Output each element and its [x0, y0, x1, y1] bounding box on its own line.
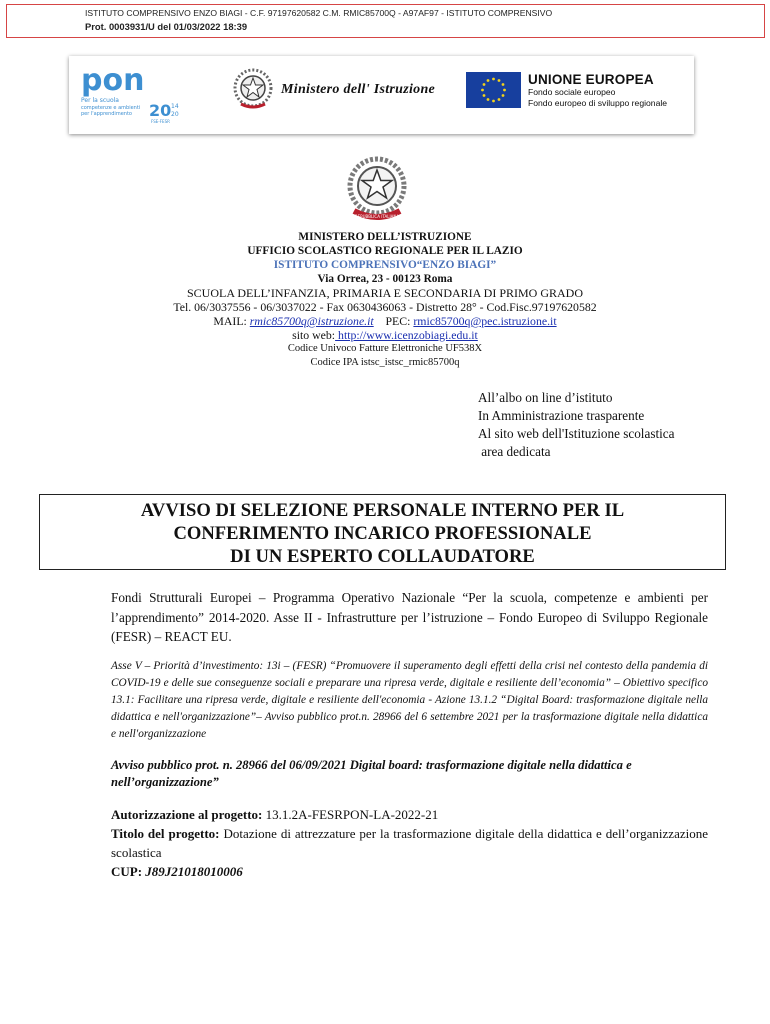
italian-republic-emblem-icon — [342, 153, 412, 225]
protocol-line-2: Prot. 0003931/U del 01/03/2022 18:39 — [85, 21, 248, 32]
mail-label: MAIL: — [213, 314, 247, 328]
website-label: sito web: — [292, 328, 336, 342]
cup-line — [111, 862, 708, 881]
project-title-line — [111, 824, 708, 862]
pon-logo-year-2: 20 — [171, 111, 179, 118]
recipient-item: Al sito web dell'Istituzione scolastica — [478, 426, 675, 441]
recipient-item: All’albo on line d’istituto — [478, 390, 613, 405]
pon-logo-tagline-3: per l'apprendimento — [81, 111, 132, 117]
website-line — [0, 328, 770, 342]
ministry-heading: MINISTERO DELL’ISTRUZIONE — [298, 231, 472, 243]
protocol-line-1: ISTITUTO COMPRENSIVO ENZO BIAGI - C.F. 97197620582 C.M. RMIC85700Q - A97AF97 - ISTITUTO COMPRENSIVO — [85, 8, 553, 18]
school-address: Via Orrea, 23 - 00123 Roma — [317, 273, 453, 285]
ipa-code: Codice IPA istsc_istsc_rmic85700q — [310, 357, 460, 368]
eu-fund-regional: Fondo europeo di sviluppo regionale — [528, 98, 668, 108]
eu-fund-social: Fondo sociale europeo — [528, 87, 616, 97]
school-name: ISTITUTO COMPRENSIVO“ENZO BIAGI” — [273, 259, 497, 271]
pon-logo-word: pon — [81, 63, 145, 98]
eu-flag-icon — [466, 72, 521, 108]
letterhead — [0, 230, 770, 370]
school-levels: SCUOLA DELL’INFANZIA, PRIMARIA E SECONDARIA DI PRIMO GRADO — [186, 286, 584, 300]
recipients-list — [478, 389, 674, 461]
public-notice-paragraph: Avviso pubblico prot. n. 28966 del 06/09/2021 Digital board: trasformazione digitale nella didattica e nell’organizzazione” — [111, 758, 632, 789]
funds-paragraph: Fondi Strutturali Europei – Programma Operativo Nazionale “Per la scuola, competenze e ambienti per l’apprendimento” 2014-2020. Asse II - Infrastrutture per l’istruzione – Fondo Europeo di Sviluppo Regionale (FESR) – REACT EU. — [111, 590, 708, 644]
recipient-item: area dedicata — [478, 444, 551, 459]
protocol-stamp — [6, 4, 765, 38]
phone-line: Tel. 06/3037556 - 06/3037022 - Fax 0630436063 - Distretto 28° - Cod.Fisc.97197620582 — [173, 300, 597, 314]
eu-text-block — [528, 72, 667, 109]
mail-line — [0, 314, 770, 328]
invoice-code: Codice Univoco Fatture Elettroniche UF538X — [287, 343, 483, 354]
notice-title-line-2: CONFERIMENTO INCARICO PROFESSIONALE — [173, 523, 592, 544]
pon-logo-footer: FSE-FESR — [151, 119, 170, 124]
pon-logo-years: 20 — [149, 101, 172, 120]
authorization-label: Autorizzazione al progetto: — [111, 807, 263, 822]
authorization-line — [111, 805, 708, 824]
pon-logo-tagline-2: competenze e ambienti — [81, 105, 141, 111]
mail-link[interactable]: rmic85700q@istruzione.it — [249, 314, 374, 328]
pec-link[interactable]: rmic85700q@pec.istruzione.it — [413, 314, 557, 328]
project-details — [111, 805, 708, 881]
pon-logo-year-1: 14 — [171, 103, 179, 110]
pec-label: PEC: — [385, 314, 411, 328]
italian-emblem-small-icon — [231, 66, 275, 112]
project-title-value: Dotazione di attrezzature per la trasformazione digitale della didattica e dell’organizzazione scolastica — [111, 826, 708, 860]
authorization-value: 13.1.2A-FESRPON-LA-2022-21 — [262, 807, 439, 822]
pon-logo-tagline-1: Per la scuola — [81, 97, 119, 104]
ministry-name: Ministero dell' Istruzione — [281, 82, 436, 97]
regional-office-heading: UFFICIO SCOLASTICO REGIONALE PER IL LAZIO — [247, 245, 523, 257]
emblem-ribbon-text: REPUBBLICA ITALIANA — [354, 214, 400, 219]
cup-value: J89J21018010006 — [142, 864, 243, 879]
asse-paragraph: Asse V – Priorità d’investimento: 13i – (FESR) “Promuovere il superamento degli effetti della crisi nel contesto della pandemia di COVID-19 e delle sue conseguenze sociali e preparare una ripresa verde, digitale e resiliente dell’economia” – Obiettivo specifico 13.1: Facilitare una ripresa verde, digitale e resiliente dell'economia - Azione 13.1.2 “Digital Board: trasformazione digitale nella didattica e nell'organizzazione”– Avviso pubblico prot.n. 28966 del 6 settembre 2021 per la trasformazione digitale nella didattica e nell'organizzazione — [111, 660, 708, 740]
notice-title-box — [39, 494, 726, 570]
eu-title: UNIONE EUROPEA — [528, 72, 654, 87]
notice-title-line-1: AVVISO DI SELEZIONE PERSONALE INTERNO PER IL — [140, 500, 625, 521]
cup-label: CUP: — [111, 864, 143, 879]
logo-banner — [69, 56, 694, 134]
notice-title-line-3: DI UN ESPERTO COLLAUDATORE — [230, 546, 535, 567]
project-title-label: Titolo del progetto: — [111, 826, 220, 841]
pon-logo-icon — [79, 62, 189, 124]
recipient-item: In Amministrazione trasparente — [478, 408, 645, 423]
website-link[interactable]: http://www.icenzobiagi.edu.it — [335, 328, 478, 342]
